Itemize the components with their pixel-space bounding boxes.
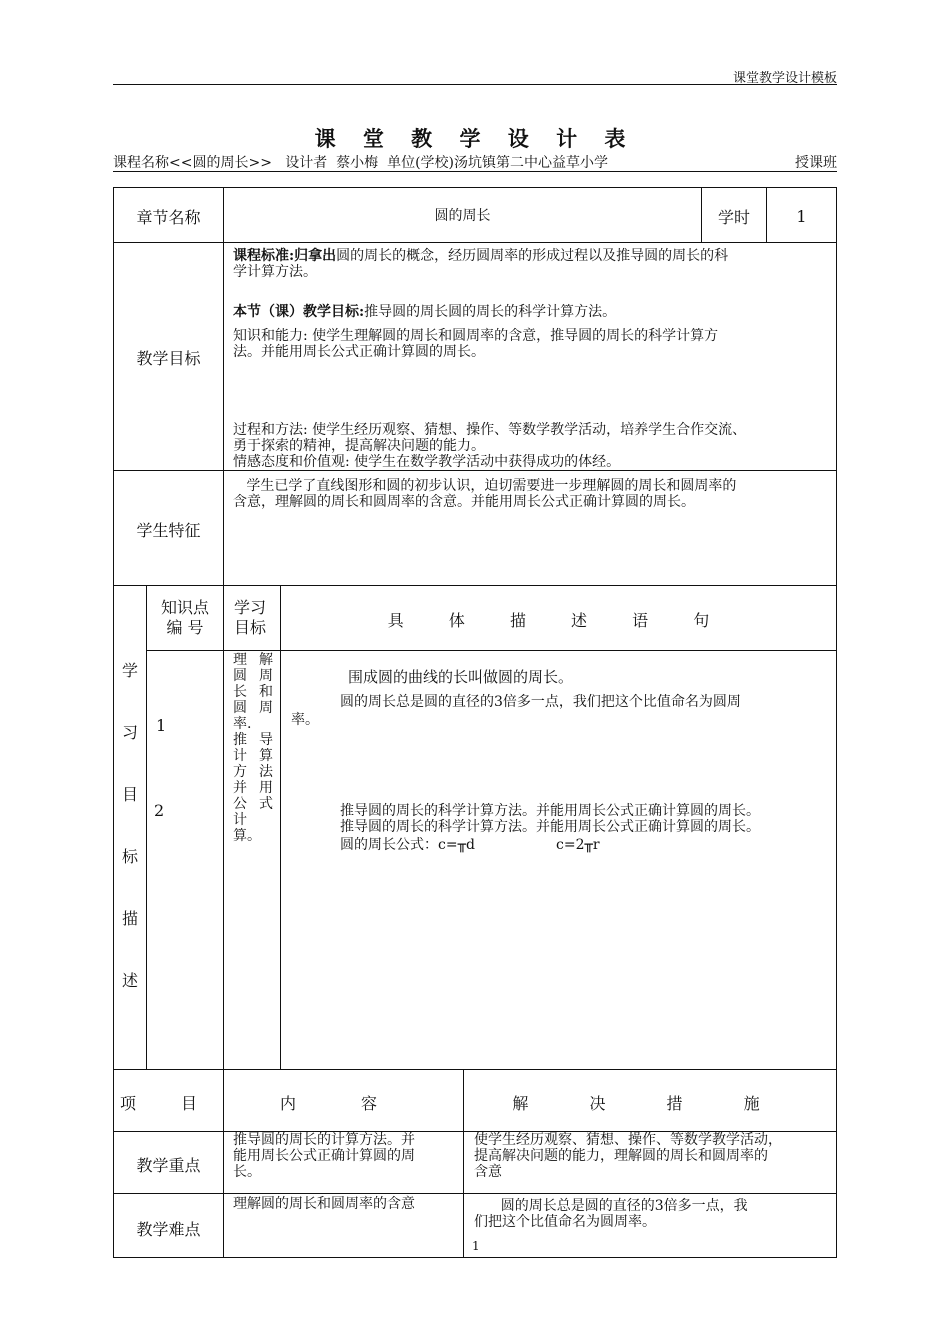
students-text-2: 含意，理解圆的周长和圆周率的含意。并能用周长公式正确计算圆的周长。: [233, 494, 695, 510]
col-content-header: 内 容: [279, 1094, 408, 1113]
knowledge-line-2: 法。并能用周长公式正确计算圆的周长。: [233, 344, 485, 360]
students-label: 学生特征: [136, 521, 201, 540]
template-name: 课堂教学设计模板: [732, 71, 837, 86]
difficulty-solution-line: 们把这个比值命名为圆周率。: [474, 1214, 656, 1230]
side-char: 述: [121, 971, 138, 990]
col-goal-header: [224, 598, 280, 638]
objectives-label: 教学目标: [136, 349, 201, 368]
goal-line: 计: [233, 812, 247, 828]
goal-line: 圆 周: [233, 668, 273, 684]
lesson-table: [113, 187, 837, 1258]
key-content: [233, 1132, 415, 1180]
col-point-header-1: 知识点: [160, 598, 209, 617]
info-rule: [113, 171, 837, 172]
difficulty-solution: [474, 1198, 748, 1230]
point-1: 1: [156, 716, 167, 735]
col-desc-header: 具 体 描 述 语 句: [387, 611, 730, 630]
page-number: 1: [472, 1239, 480, 1253]
emotion-line: 情感态度和价值观: 使学生在数学教学活动中获得成功的体经。: [233, 454, 621, 470]
goal-line: 理 解: [233, 652, 273, 668]
col-point-header: [147, 598, 223, 638]
col-divider: [223, 188, 224, 585]
goal-line: 圆 周: [233, 700, 273, 716]
col-divider: [146, 585, 147, 1069]
course-info: 课程名称<<圆的周长>> 设计者 蔡小梅 单位(学校)汤坑镇第二中心益草小学: [113, 155, 608, 171]
standard-line: [233, 248, 833, 264]
goal-text: [233, 652, 273, 844]
chapter-label: 章节名称: [136, 208, 201, 227]
col-goal-header-1: 学习: [234, 598, 267, 617]
course-info-class: 授课班: [795, 155, 837, 171]
goal-line: 公 式: [233, 796, 273, 812]
goal-line: 计 算: [233, 748, 273, 764]
learning-side-label: [114, 658, 146, 1030]
lesson-goal-heading: 本节（课）教学目标:: [233, 304, 365, 320]
side-char: 学: [121, 661, 138, 680]
side-char: 标: [121, 847, 138, 866]
col-item-header: 项 目: [119, 1094, 218, 1113]
lesson-goal-text: 推导圆的周长圆的周长的科学计算方法。: [364, 304, 617, 320]
desc-line-3: 推导圆的周长的科学计算方法。并能用周长公式正确计算圆的周长。: [340, 803, 760, 819]
process-line-1: 过程和方法: 使学生经历观察、猜想、操作、等数学教学活动，培养学生合作交流、: [233, 422, 747, 438]
row-divider: [146, 650, 836, 651]
goal-line: 算。: [233, 828, 261, 844]
goal-line: 推 导: [233, 732, 273, 748]
page-title: 课 堂 教 学 设 计 表: [314, 126, 636, 151]
desc-line-2b: 率。: [291, 712, 319, 728]
col-divider: [280, 585, 281, 1069]
side-char: 目: [121, 785, 138, 804]
desc-line-2: 圆的周长总是圆的直径的3倍多一点，我们把这个比值命名为圆周: [340, 694, 741, 710]
standard-text: 圆的周长的概念，经历圆周率的形成过程以及推导圆的周长的科: [336, 248, 729, 264]
col-goal-header-2: 目标: [234, 618, 267, 637]
side-char: 描: [121, 909, 138, 928]
hours-value: 1: [796, 207, 807, 226]
difficulty-content: 理解圆的周长和圆周率的含意: [233, 1196, 415, 1212]
key-content-line: 能用周长公式正确计算圆的周: [233, 1148, 415, 1164]
goal-line: 方 法: [233, 764, 273, 780]
point-2: 2: [154, 801, 165, 820]
header-rule: [113, 84, 837, 85]
col-solution-header: 解 决 措 施: [512, 1094, 788, 1113]
desc-line-5a: 圆的周长公式：c=╥d: [340, 837, 475, 853]
difficulty-label: 教学难点: [136, 1220, 201, 1239]
key-solution-line: 含意: [474, 1164, 502, 1180]
hours-label: 学时: [717, 208, 750, 227]
difficulty-solution-line: 圆的周长总是圆的直径的3倍多一点，我: [474, 1198, 748, 1214]
key-content-line: 长。: [233, 1164, 261, 1180]
desc-line-5b: c=2╥r: [556, 837, 600, 853]
process-line-2: 勇于探索的精神，提高解决问题的能力。: [233, 438, 485, 454]
key-content-line: 推导圆的周长的计算方法。并: [233, 1132, 415, 1148]
key-label: 教学重点: [136, 1156, 201, 1175]
goal-line: 并 用: [233, 780, 273, 796]
col-point-header-2: 编 号: [166, 618, 204, 637]
side-char: 习: [121, 723, 138, 742]
goal-line: 长 和: [233, 684, 273, 700]
col-divider: [223, 585, 224, 1069]
standard-heading: 课程标准:归拿出: [233, 248, 337, 264]
knowledge-line-1: 知识和能力: 使学生理解圆的周长和圆周率的含意，推导圆的周长的科学计算方: [233, 328, 719, 344]
standard-text-2: 学计算方法。: [233, 264, 317, 280]
goal-line: 率.: [233, 716, 252, 732]
key-solution: [474, 1132, 782, 1180]
chapter-value: 圆的周长: [434, 208, 491, 224]
key-solution-line: 提高解决问题的能力，理解圆的周长和圆周率的: [474, 1148, 768, 1164]
desc-line-4: 推导圆的周长的科学计算方法。并能用周长公式正确计算圆的周长。: [340, 819, 760, 835]
students-text-1: 学生已学了直线图形和圆的初步认识，迫切需要进一步理解圆的周长和圆周率的: [233, 478, 737, 494]
lesson-goal-line: [233, 304, 833, 320]
desc-line-1: 围成圆的曲线的长叫做圆的周长。: [348, 668, 574, 686]
key-solution-line: 使学生经历观察、猜想、操作、等数学教学活动，: [474, 1132, 782, 1148]
